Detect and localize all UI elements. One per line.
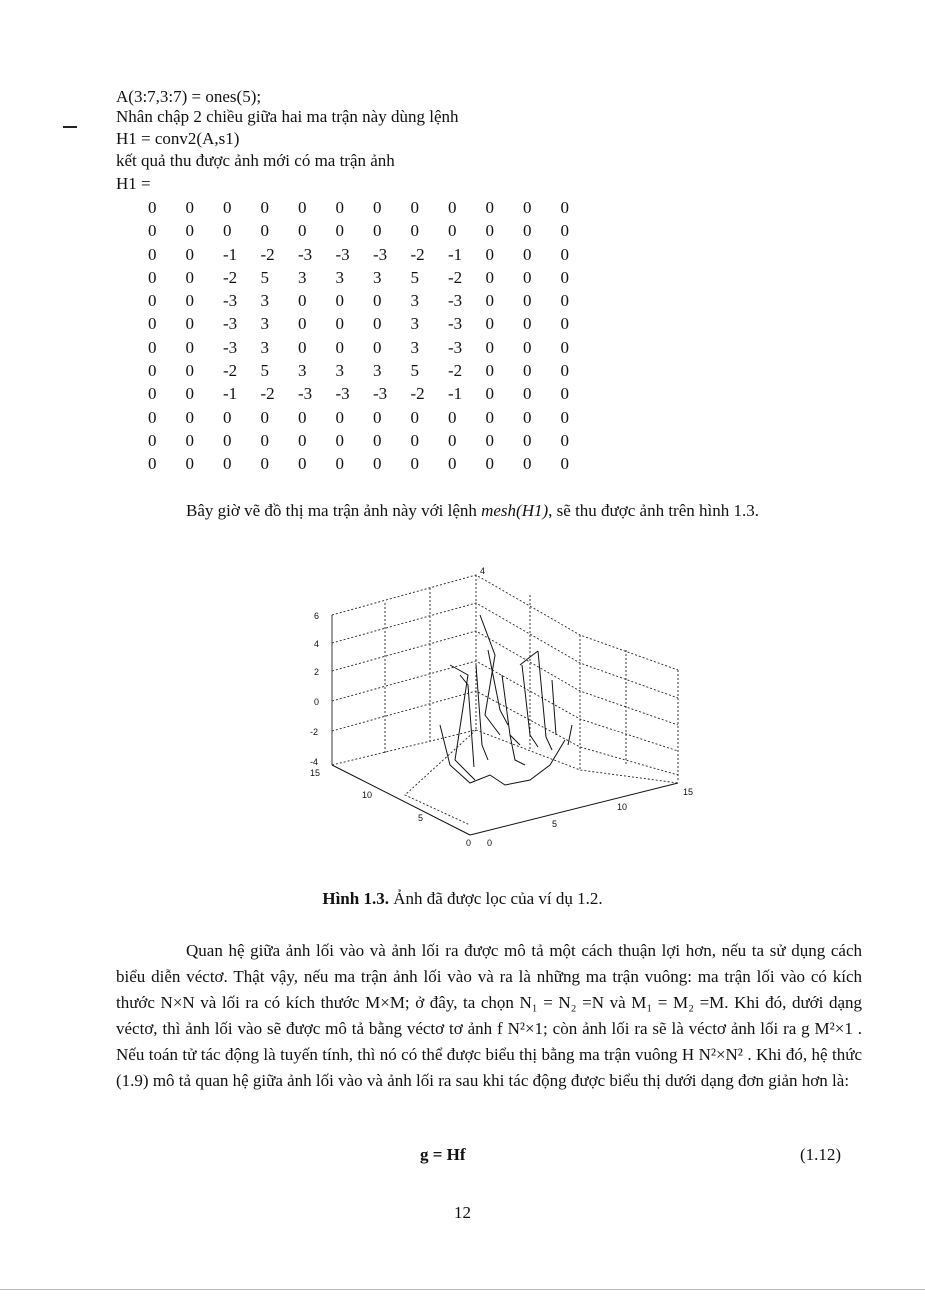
left-axis-label: 5 (418, 813, 424, 823)
matrix-cell: 0 (448, 198, 457, 217)
matrix-row (148, 312, 598, 335)
matrix-row (148, 196, 598, 219)
matrix-cell: 0 (485, 244, 494, 264)
equation-number: (1.12) (800, 1145, 842, 1164)
matrix-cell: 0 (485, 267, 494, 287)
matrix-cell: 0 (523, 454, 532, 474)
matrix-cell: 0 (560, 361, 569, 381)
matrix-cell: 0 (335, 454, 344, 474)
right-axis-label: 10 (617, 802, 628, 812)
matrix-cell: 0 (560, 384, 569, 404)
matrix-cell: 3 (335, 361, 344, 381)
matrix-cell: 0 (560, 198, 569, 217)
matrix-cell: 5 (410, 361, 419, 381)
matrix-cell: 0 (185, 267, 194, 287)
matrix-cell: 0 (373, 407, 382, 427)
matrix-cell: 0 (185, 221, 194, 241)
matrix-cell: 0 (410, 198, 419, 217)
matrix-cell: 0 (148, 337, 157, 357)
matrix-cell: -3 (223, 291, 238, 311)
left-axis-label: 10 (362, 790, 373, 800)
paragraph-vector-text: Quan hệ giữa ảnh lối vào và ảnh lối ra được mô tả một cách thuận lợi hơn, nếu ta sử dụng cách biểu diễn véctơ. Thật vậy, nếu ma trận ảnh lối vào và ra là những ma trận vuông: ma trận lối vào có kích thước N×N và lối ra có kích thước M×M; ở đây, ta chọn N₁ = N₂ =N và M₁ = M₂ =M. Khi đó, dưới dạng véctơ, thì ảnh lối vào sẽ được mô tả bằng véctơ tơ ảnh f N²×1; còn ảnh lối ra sẽ là véctơ ảnh lối ra g M²×1 . Nếu toán tử tác động là tuyến tính, thì nó có thể được biểu thị bằng ma trận vuông H N²×N² . Khi đó, hệ thức (1.9) mô tả quan hệ giữa ảnh lối vào và ảnh lối ra sau khi tác động được biểu thị dưới dạng đơn giản hơn là: (116, 941, 862, 1090)
matrix-cell: 3 (260, 337, 269, 357)
para-mesh-after: , sẽ thu được ảnh trên hình 1.3. (548, 501, 759, 520)
matrix-cell: -3 (223, 314, 238, 334)
matrix-cell: 0 (560, 221, 569, 241)
matrix-cell: 0 (185, 337, 194, 357)
left-axis-label: 15 (310, 768, 321, 778)
z-tick-label: -4 (310, 757, 319, 767)
matrix-cell: 0 (485, 384, 494, 404)
matrix-cell: 0 (485, 221, 494, 241)
text-conv-intro: Nhân chập 2 chiều giữa hai ma trận này dùng lệnh (116, 107, 459, 126)
matrix-cell: -1 (223, 384, 238, 404)
matrix-cell: 0 (148, 314, 157, 334)
matrix-cell: -3 (223, 337, 238, 357)
matrix-cell: 0 (560, 314, 569, 334)
code-line-conv2: H1 = conv2(A,s1) (116, 129, 240, 148)
matrix-cell: -2 (410, 384, 425, 404)
matrix-cell: 0 (148, 244, 157, 264)
matrix-cell: 0 (148, 221, 157, 241)
figure-mesh-plot (290, 555, 710, 860)
matrix-cell: 0 (223, 407, 232, 427)
matrix-cell: -3 (298, 244, 313, 264)
equation: g = Hf (420, 1145, 466, 1164)
matrix-cell: 0 (185, 454, 194, 474)
matrix-cell: 3 (335, 267, 344, 287)
matrix-cell: -2 (260, 384, 275, 404)
matrix-cell: 0 (523, 244, 532, 264)
matrix-cell: -3 (335, 384, 350, 404)
matrix-cell: 3 (410, 337, 419, 357)
matrix-cell: -3 (448, 314, 463, 334)
z-tick-label: -2 (310, 727, 319, 737)
matrix-cell: -3 (373, 384, 388, 404)
matrix-row (148, 382, 598, 405)
z-tick-label: 4 (314, 639, 320, 649)
matrix-cell: -2 (410, 244, 425, 264)
matrix-cell: 0 (373, 314, 382, 334)
matrix-cell: -3 (373, 244, 388, 264)
matrix-cell: 3 (298, 267, 307, 287)
matrix-row (148, 429, 598, 452)
matrix-cell: 0 (298, 430, 307, 450)
matrix-cell: 0 (298, 407, 307, 427)
matrix-cell: 0 (523, 314, 532, 334)
matrix-cell: 0 (373, 291, 382, 311)
matrix-row (148, 406, 598, 429)
z-tick-label: 6 (314, 611, 320, 621)
bottom-rule (0, 1289, 925, 1290)
text-result-intro: kết quả thu được ảnh mới có ma trận ảnh (116, 151, 395, 170)
matrix-cell: 0 (298, 198, 307, 217)
matrix-cell: 0 (448, 407, 457, 427)
matrix-cell: 3 (410, 291, 419, 311)
matrix-cell: 0 (485, 198, 494, 217)
figure-caption (0, 889, 925, 909)
page-number: 12 (454, 1203, 471, 1222)
matrix-cell: 0 (523, 198, 532, 217)
margin-mark (63, 126, 77, 128)
matrix-cell: -2 (260, 244, 275, 264)
matrix-cell: 0 (185, 430, 194, 450)
matrix-cell: -2 (448, 361, 463, 381)
matrix-cell: 0 (523, 407, 532, 427)
matrix-cell: -2 (223, 361, 238, 381)
matrix-cell: 0 (298, 314, 307, 334)
matrix-cell: -2 (448, 267, 463, 287)
matrix-cell: 0 (148, 407, 157, 427)
mesh-plot-svg (290, 555, 710, 855)
matrix-cell: 0 (448, 221, 457, 241)
z-tick-label: 2 (314, 667, 320, 677)
matrix-cell: 0 (523, 430, 532, 450)
matrix-cell: 3 (260, 314, 269, 334)
matrix-cell: 0 (373, 454, 382, 474)
matrix-row (148, 452, 598, 475)
matrix-cell: -3 (448, 337, 463, 357)
matrix-cell: 0 (148, 198, 157, 217)
matrix-cell: 0 (335, 407, 344, 427)
paragraph-mesh (116, 498, 862, 524)
matrix-cell: 0 (560, 244, 569, 264)
matrix-row (148, 289, 598, 312)
matrix-cell: 5 (260, 361, 269, 381)
matrix-cell: 0 (448, 430, 457, 450)
matrix-cell: 0 (223, 454, 232, 474)
paragraph-vector (116, 938, 862, 1094)
matrix-cell: 0 (373, 198, 382, 217)
top-mark-label: 4 (480, 566, 486, 576)
matrix-cell: 0 (335, 430, 344, 450)
matrix-cell: 0 (148, 291, 157, 311)
matrix-cell: 0 (335, 291, 344, 311)
matrix-cell: 0 (260, 407, 269, 427)
right-axis-label: 5 (552, 819, 558, 829)
matrix-cell: -2 (223, 267, 238, 287)
matrix-row (148, 266, 598, 289)
matrix-cell: 0 (523, 384, 532, 404)
matrix-cell: 0 (523, 361, 532, 381)
matrix-cell: 0 (485, 291, 494, 311)
matrix-cell: 0 (335, 337, 344, 357)
matrix-cell: 3 (373, 361, 382, 381)
matrix-row (148, 336, 598, 359)
matrix-cell: 0 (223, 430, 232, 450)
matrix-cell: 3 (373, 267, 382, 287)
right-axis-label: 15 (683, 787, 694, 797)
matrix-cell: 0 (560, 407, 569, 427)
matrix-cell: 0 (560, 337, 569, 357)
code-line-ones: A(3:7,3:7) = ones(5); (116, 87, 262, 106)
matrix-cell: 0 (560, 267, 569, 287)
result-matrix (148, 196, 598, 476)
matrix-cell: 0 (485, 314, 494, 334)
matrix-cell: 0 (335, 314, 344, 334)
z-tick-label: 0 (314, 697, 320, 707)
matrix-cell: 0 (260, 454, 269, 474)
matrix-cell: 0 (485, 430, 494, 450)
matrix-cell: 0 (185, 384, 194, 404)
matrix-cell: 0 (410, 454, 419, 474)
matrix-cell: 0 (185, 361, 194, 381)
matrix-cell: 0 (185, 198, 194, 217)
matrix-cell: 0 (373, 337, 382, 357)
code-line-h1: H1 = (116, 174, 151, 193)
matrix-cell: -1 (448, 244, 463, 264)
matrix-cell: 0 (185, 291, 194, 311)
matrix-cell: 0 (335, 198, 344, 217)
matrix-cell: -3 (448, 291, 463, 311)
matrix-cell: 0 (523, 221, 532, 241)
mesh-command: mesh(H1) (481, 501, 549, 520)
caption-label: Hình 1.3. (322, 889, 389, 908)
matrix-row (148, 359, 598, 382)
matrix-cell: 0 (523, 267, 532, 287)
matrix-cell: 0 (298, 221, 307, 241)
matrix-cell: -3 (298, 384, 313, 404)
matrix-cell: 0 (560, 430, 569, 450)
matrix-cell: 0 (448, 454, 457, 474)
matrix-cell: 0 (523, 291, 532, 311)
matrix-cell: 0 (148, 361, 157, 381)
matrix-cell: 3 (260, 291, 269, 311)
matrix-cell: 0 (298, 337, 307, 357)
matrix-cell: 0 (185, 314, 194, 334)
matrix-cell: 0 (148, 384, 157, 404)
matrix-cell: 0 (485, 454, 494, 474)
matrix-cell: 0 (223, 198, 232, 217)
matrix-cell: 0 (260, 198, 269, 217)
matrix-cell: 0 (298, 454, 307, 474)
matrix-cell: 3 (298, 361, 307, 381)
matrix-cell: 0 (148, 454, 157, 474)
matrix-cell: 0 (148, 430, 157, 450)
matrix-row (148, 219, 598, 242)
matrix-cell: 0 (560, 291, 569, 311)
right-axis-label: 0 (487, 838, 493, 848)
matrix-cell: 0 (485, 361, 494, 381)
matrix-cell: 0 (523, 337, 532, 357)
matrix-row (148, 243, 598, 266)
matrix-cell: 3 (410, 314, 419, 334)
matrix-cell: 5 (410, 267, 419, 287)
matrix-cell: 5 (260, 267, 269, 287)
matrix-cell: 0 (335, 221, 344, 241)
caption-text: Ảnh đã được lọc của ví dụ 1.2. (388, 889, 603, 908)
matrix-cell: -3 (335, 244, 350, 264)
matrix-cell: 0 (148, 267, 157, 287)
matrix-cell: 0 (373, 221, 382, 241)
matrix-cell: 0 (410, 407, 419, 427)
matrix-cell: 0 (373, 430, 382, 450)
para-mesh-before: Bây giờ vẽ đồ thị ma trận ảnh này với lệnh (186, 501, 482, 520)
matrix-cell: 0 (260, 221, 269, 241)
matrix-cell: 0 (410, 430, 419, 450)
matrix-cell: 0 (410, 221, 419, 241)
matrix-cell: -1 (448, 384, 463, 404)
matrix-cell: 0 (223, 221, 232, 241)
matrix-cell: 0 (485, 337, 494, 357)
matrix-cell: 0 (260, 430, 269, 450)
matrix-cell: 0 (485, 407, 494, 427)
matrix-cell: -1 (223, 244, 238, 264)
matrix-cell: 0 (298, 291, 307, 311)
left-axis-label: 0 (466, 838, 472, 848)
matrix-cell: 0 (560, 454, 569, 474)
matrix-cell: 0 (185, 244, 194, 264)
matrix-cell: 0 (185, 407, 194, 427)
